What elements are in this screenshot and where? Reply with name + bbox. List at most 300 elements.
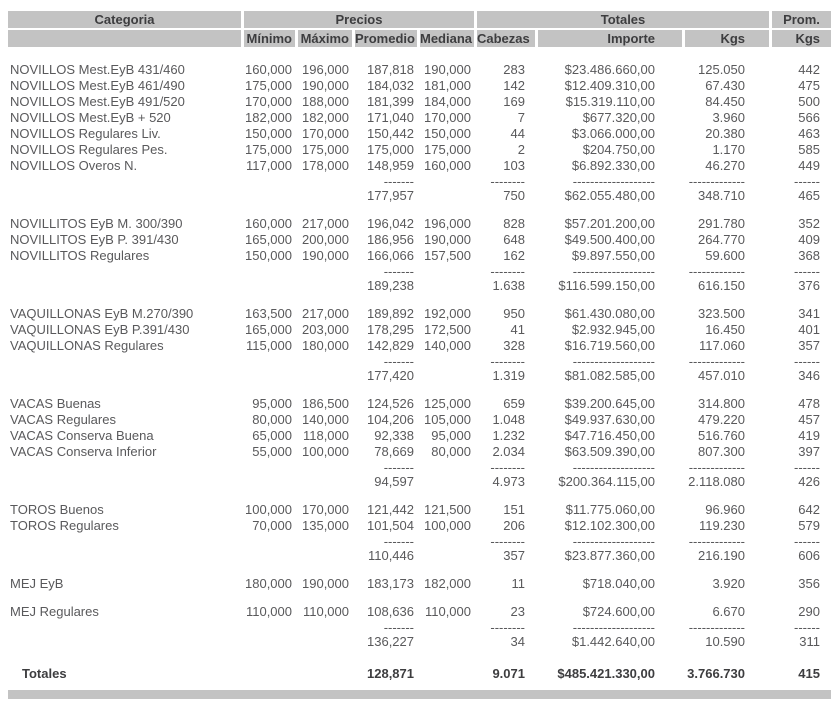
table-row	[8, 322, 831, 338]
subtotal-row	[8, 634, 831, 650]
cabezas-cell: 162	[503, 248, 525, 263]
maximo-cell: 175,000	[302, 142, 349, 157]
minimo-cell: 110,000	[245, 604, 292, 619]
importe-cell: $49.937.630,00	[564, 412, 655, 427]
maximo-cell: 217,000	[302, 216, 349, 231]
maximo-cell: 200,000	[302, 232, 349, 247]
table-row	[8, 78, 831, 94]
promedio-cell: 186,956	[367, 232, 414, 247]
maximo-cell	[295, 368, 352, 384]
mediana-cell: 184,000	[424, 94, 471, 109]
divider-empty	[8, 356, 241, 368]
minimo-cell: 182,000	[245, 110, 292, 125]
divider-dashes: ------	[794, 264, 820, 279]
kgs-cell: 125.050	[698, 62, 745, 77]
category-block	[8, 502, 831, 564]
divider-dashes: -------------------	[572, 460, 655, 475]
importe-cell: $724.600,00	[582, 604, 655, 619]
divider-empty	[295, 622, 352, 634]
importe-cell: $485.421.330,00	[557, 666, 655, 681]
maximo-cell	[295, 474, 352, 490]
divider-empty	[417, 176, 474, 188]
divider-dashes: -------	[383, 534, 414, 549]
divider-dashes: ------	[794, 354, 820, 369]
importe-cell: $11.775.060,00	[565, 502, 655, 517]
minimo-cell: 70,000	[252, 518, 292, 533]
cabezas-cell: 7	[517, 110, 525, 125]
subtotal-divider-row	[8, 622, 831, 634]
prom-kgs-cell: 401	[798, 322, 820, 337]
divider-dashes: ------	[794, 460, 820, 475]
maximo-cell: 190,000	[302, 248, 349, 263]
cabezas-cell: 103	[503, 158, 525, 173]
importe-cell: $116.599.150,00	[558, 278, 655, 293]
mediana-cell: 110,000	[424, 604, 471, 619]
category-cell: NOVILLOS Mest.EyB 431/460	[10, 62, 185, 77]
prom-kgs-cell: 376	[798, 278, 820, 293]
importe-cell: $1.442.640,00	[571, 634, 655, 649]
table-row	[8, 518, 831, 534]
mediana-cell: 121,500	[424, 502, 471, 517]
mediana-cell: 172,500	[424, 322, 471, 337]
cabezas-cell: 34	[510, 634, 525, 649]
mediana-cell: 160,000	[424, 158, 471, 173]
importe-cell: $81.082.585,00	[564, 368, 655, 383]
maximo-cell: 135,000	[302, 518, 349, 533]
mediana-cell	[417, 666, 474, 682]
prom-kgs-cell: 397	[798, 444, 820, 459]
maximo-cell: 190,000	[302, 576, 349, 591]
divider-dashes: --------	[490, 460, 525, 475]
cabezas-cell: 206	[503, 518, 525, 533]
kgs-cell: 457.010	[698, 368, 745, 383]
kgs-cell: 119.230	[698, 518, 745, 533]
minimo-cell	[241, 666, 295, 682]
minimo-cell: 163,500	[245, 306, 292, 321]
header-maximo: Máximo	[295, 30, 352, 47]
table-row	[8, 216, 831, 232]
kgs-cell: 3.960	[712, 110, 745, 125]
category-block	[8, 306, 831, 384]
divider-dashes: --------	[490, 534, 525, 549]
mediana-cell: 175,000	[424, 142, 471, 157]
prom-kgs-cell: 457	[798, 412, 820, 427]
divider-empty	[417, 536, 474, 548]
header-mediana: Mediana	[417, 30, 474, 47]
importe-cell: $47.716.450,00	[564, 428, 655, 443]
table-row	[8, 604, 831, 620]
mediana-cell: 181,000	[424, 78, 471, 93]
prom-kgs-cell: 566	[798, 110, 820, 125]
divider-empty	[241, 176, 295, 188]
minimo-cell	[241, 548, 295, 564]
prom-kgs-cell: 409	[798, 232, 820, 247]
importe-cell: $16.719.560,00	[564, 338, 655, 353]
subtotal-row	[8, 188, 831, 204]
cabezas-cell: 41	[510, 322, 525, 337]
subtotal-row	[8, 474, 831, 490]
promedio-cell: 181,399	[367, 94, 414, 109]
divider-empty	[417, 462, 474, 474]
mediana-cell: 196,000	[424, 216, 471, 231]
promedio-cell: 78,669	[374, 444, 414, 459]
prom-kgs-cell: 642	[798, 502, 820, 517]
header-row-columns	[8, 30, 831, 47]
kgs-cell: 3.766.730	[687, 666, 745, 681]
category-cell: NOVILLITOS EyB M. 300/390	[10, 216, 183, 231]
cabezas-cell: 357	[503, 548, 525, 563]
divider-dashes: -------------------	[572, 354, 655, 369]
category-cell: VACAS Buenas	[10, 396, 101, 411]
divider-dashes: --------	[490, 174, 525, 189]
maximo-cell	[295, 278, 352, 294]
category-cell: NOVILLITOS Regulares	[10, 248, 150, 263]
kgs-cell: 3.920	[712, 576, 745, 591]
importe-cell: $63.509.390,00	[564, 444, 655, 459]
prom-kgs-cell: 311	[799, 634, 820, 649]
importe-cell: $49.500.400,00	[564, 232, 655, 247]
category-cell: VAQUILLONAS Regulares	[10, 338, 164, 353]
divider-dashes: --------	[490, 264, 525, 279]
prom-kgs-cell: 415	[798, 666, 820, 681]
category-cell	[8, 188, 241, 204]
promedio-cell: 187,818	[367, 62, 414, 77]
category-block	[8, 396, 831, 490]
divider-dashes: -------	[383, 174, 414, 189]
table-row	[8, 126, 831, 142]
promedio-cell: 108,636	[367, 604, 414, 619]
divider-empty	[295, 356, 352, 368]
importe-cell: $61.430.080,00	[564, 306, 655, 321]
subtotal-divider-row	[8, 266, 831, 278]
prom-kgs-cell: 341	[798, 306, 820, 321]
prom-kgs-cell: 478	[798, 396, 820, 411]
category-cell	[8, 278, 241, 294]
table-row	[8, 502, 831, 518]
mediana-cell: 150,000	[424, 126, 471, 141]
kgs-cell: 117.060	[698, 338, 745, 353]
promedio-cell: 121,442	[367, 502, 414, 517]
minimo-cell: 150,000	[245, 126, 292, 141]
kgs-cell: 264.770	[698, 232, 745, 247]
mediana-cell: 182,000	[424, 576, 471, 591]
promedio-cell: 175,000	[367, 142, 414, 157]
subtotal-row	[8, 278, 831, 294]
minimo-cell: 170,000	[245, 94, 292, 109]
minimo-cell: 175,000	[245, 142, 292, 157]
table-row	[8, 232, 831, 248]
promedio-cell: 171,040	[367, 110, 414, 125]
maximo-cell: 186,500	[302, 396, 349, 411]
category-cell: VAQUILLONAS EyB P.391/430	[10, 322, 190, 337]
table-row	[8, 412, 831, 428]
divider-empty	[417, 266, 474, 278]
minimo-cell: 165,000	[245, 232, 292, 247]
importe-cell: $39.200.645,00	[564, 396, 655, 411]
table-row	[8, 62, 831, 78]
subtotal-row	[8, 368, 831, 384]
maximo-cell: 182,000	[302, 110, 349, 125]
maximo-cell: 140,000	[302, 412, 349, 427]
header-prom: Prom.	[769, 11, 831, 28]
divider-dashes: ------	[794, 534, 820, 549]
prom-kgs-cell: 356	[798, 576, 820, 591]
prom-kgs-cell: 500	[798, 94, 820, 109]
category-cell: NOVILLOS Mest.EyB 491/520	[10, 94, 185, 109]
cabezas-cell: 828	[503, 216, 525, 231]
kgs-cell: 6.670	[712, 604, 745, 619]
importe-cell: $57.201.200,00	[564, 216, 655, 231]
header-kgs: Kgs	[682, 30, 769, 47]
subtotal-divider-row	[8, 462, 831, 474]
minimo-cell: 160,000	[245, 216, 292, 231]
divider-empty	[241, 356, 295, 368]
importe-cell: $3.066.000,00	[571, 126, 655, 141]
importe-cell: $23.877.360,00	[564, 548, 655, 563]
prom-kgs-cell: 475	[798, 78, 820, 93]
maximo-cell	[295, 548, 352, 564]
promedio-cell: 196,042	[367, 216, 414, 231]
category-cell	[8, 474, 241, 490]
prom-kgs-cell: 419	[798, 428, 820, 443]
promedio-cell: 148,959	[367, 158, 414, 173]
mediana-cell	[417, 634, 474, 650]
category-cell: VAQUILLONAS EyB M.270/390	[10, 306, 194, 321]
kgs-cell: 516.760	[698, 428, 745, 443]
kgs-cell: 96.960	[705, 502, 745, 517]
kgs-cell: 16.450	[705, 322, 745, 337]
livestock-price-table	[8, 11, 831, 682]
category-cell: NOVILLOS Regulares Liv.	[10, 126, 161, 141]
maximo-cell: 170,000	[302, 502, 349, 517]
category-cell: TOROS Buenos	[10, 502, 104, 517]
kgs-cell: 46.270	[705, 158, 745, 173]
subtotal-row	[8, 548, 831, 564]
table-row	[8, 444, 831, 460]
divider-empty	[241, 266, 295, 278]
kgs-cell: 2.118.080	[688, 474, 745, 489]
header-categoria: Categoria	[8, 11, 241, 28]
mediana-cell	[417, 188, 474, 204]
divider-empty	[295, 266, 352, 278]
table-row	[8, 396, 831, 412]
importe-cell: $200.364.115,00	[558, 474, 655, 489]
promedio-cell: 177,420	[367, 368, 414, 383]
table-row	[8, 338, 831, 354]
divider-dashes: --------	[490, 620, 525, 635]
table-row	[8, 94, 831, 110]
minimo-cell: 180,000	[245, 576, 292, 591]
header-importe: Importe	[535, 30, 682, 47]
importe-cell: $15.319.110,00	[565, 94, 655, 109]
cabezas-cell: 750	[503, 188, 525, 203]
maximo-cell: 178,000	[302, 158, 349, 173]
divider-dashes: -------	[383, 354, 414, 369]
divider-dashes: -------------	[688, 620, 745, 635]
maximo-cell: 217,000	[302, 306, 349, 321]
promedio-cell: 189,892	[367, 306, 414, 321]
prom-kgs-cell: 352	[798, 216, 820, 231]
cabezas-cell: 1.232	[492, 428, 525, 443]
table-row	[8, 576, 831, 592]
mediana-cell: 190,000	[424, 62, 471, 77]
maximo-cell	[295, 634, 352, 650]
category-cell: NOVILLOS Mest.EyB 461/490	[10, 78, 185, 93]
prom-kgs-cell: 290	[798, 604, 820, 619]
minimo-cell: 55,000	[252, 444, 292, 459]
divider-empty	[8, 176, 241, 188]
cabezas-cell: 169	[503, 94, 525, 109]
category-cell: VACAS Regulares	[10, 412, 116, 427]
prom-kgs-cell: 357	[798, 338, 820, 353]
table-row	[8, 306, 831, 322]
importe-cell: $23.486.660,00	[564, 62, 655, 77]
cabezas-cell: 11	[511, 576, 525, 591]
header-minimo: Mínimo	[241, 30, 295, 47]
cabezas-cell: 23	[510, 604, 525, 619]
divider-empty	[8, 266, 241, 278]
minimo-cell: 175,000	[245, 78, 292, 93]
promedio-cell: 184,032	[367, 78, 414, 93]
maximo-cell	[295, 188, 352, 204]
maximo-cell	[295, 666, 352, 682]
divider-dashes: -------	[383, 460, 414, 475]
kgs-cell: 1.170	[712, 142, 745, 157]
mediana-cell	[417, 368, 474, 384]
divider-empty	[241, 462, 295, 474]
mediana-cell: 95,000	[431, 428, 471, 443]
divider-dashes: -------------	[688, 460, 745, 475]
prom-kgs-cell: 585	[798, 142, 820, 157]
divider-empty	[295, 176, 352, 188]
maximo-cell: 188,000	[302, 94, 349, 109]
prom-kgs-cell: 606	[798, 548, 820, 563]
category-cell: VACAS Conserva Buena	[10, 428, 154, 443]
category-cell	[8, 634, 241, 650]
kgs-cell: 216.190	[698, 548, 745, 563]
importe-cell: $204.750,00	[582, 142, 655, 157]
kgs-cell: 323.500	[698, 306, 745, 321]
header-promedio: Promedio	[352, 30, 417, 47]
category-cell	[8, 368, 241, 384]
maximo-cell: 170,000	[302, 126, 349, 141]
divider-empty	[241, 536, 295, 548]
promedio-cell: 177,957	[367, 188, 414, 203]
category-cell: TOROS Regulares	[10, 518, 119, 533]
table-row	[8, 142, 831, 158]
kgs-cell: 348.710	[698, 188, 745, 203]
promedio-cell: 178,295	[367, 322, 414, 337]
totals-row	[8, 666, 831, 682]
importe-cell: $9.897.550,00	[571, 248, 655, 263]
category-cell: NOVILLOS Regulares Pes.	[10, 142, 168, 157]
minimo-cell: 65,000	[252, 428, 292, 443]
divider-dashes: -------------	[688, 354, 745, 369]
category-block	[8, 216, 831, 294]
header-cabezas: Cabezas	[474, 30, 535, 47]
minimo-cell	[241, 368, 295, 384]
category-cell: VACAS Conserva Inferior	[10, 444, 157, 459]
minimo-cell	[241, 474, 295, 490]
cabezas-cell: 2.034	[492, 444, 525, 459]
minimo-cell: 160,000	[245, 62, 292, 77]
prom-kgs-cell: 465	[798, 188, 820, 203]
maximo-cell: 180,000	[302, 338, 349, 353]
divider-empty	[417, 622, 474, 634]
prom-kgs-cell: 579	[798, 518, 820, 533]
category-cell: MEJ Regulares	[10, 604, 99, 619]
prom-kgs-cell: 463	[798, 126, 820, 141]
cabezas-cell: 4.973	[492, 474, 525, 489]
cabezas-cell: 283	[503, 62, 525, 77]
kgs-cell: 10.590	[705, 634, 745, 649]
mediana-cell	[417, 474, 474, 490]
divider-dashes: -------------	[688, 174, 745, 189]
cabezas-cell: 9.071	[492, 666, 525, 681]
category-cell: MEJ EyB	[10, 576, 64, 591]
kgs-cell: 59.600	[705, 248, 745, 263]
table-row	[8, 248, 831, 264]
maximo-cell: 100,000	[302, 444, 349, 459]
cabezas-cell: 2	[517, 142, 525, 157]
divider-empty	[417, 356, 474, 368]
promedio-cell: 166,066	[367, 248, 414, 263]
divider-empty	[8, 622, 241, 634]
maximo-cell: 110,000	[302, 604, 349, 619]
importe-cell: $718.040,00	[582, 576, 655, 591]
divider-dashes: ------	[794, 174, 820, 189]
divider-dashes: -------------------	[572, 174, 655, 189]
header-prom-kgs: Kgs	[769, 30, 831, 47]
divider-dashes: --------	[490, 354, 525, 369]
cabezas-cell: 659	[503, 396, 525, 411]
kgs-cell: 479.220	[698, 412, 745, 427]
header-categoria-empty	[8, 30, 241, 47]
cabezas-cell: 648	[503, 232, 525, 247]
cabezas-cell: 1.319	[492, 368, 525, 383]
cabezas-cell: 950	[503, 306, 525, 321]
promedio-cell: 136,227	[367, 634, 414, 649]
prom-kgs-cell: 442	[798, 62, 820, 77]
subtotal-divider-row	[8, 536, 831, 548]
importe-cell: $12.102.300,00	[564, 518, 655, 533]
promedio-cell: 189,238	[367, 278, 414, 293]
maximo-cell: 196,000	[302, 62, 349, 77]
divider-empty	[8, 462, 241, 474]
minimo-cell: 95,000	[252, 396, 292, 411]
promedio-cell: 94,597	[374, 474, 414, 489]
minimo-cell: 150,000	[245, 248, 292, 263]
minimo-cell: 165,000	[245, 322, 292, 337]
category-cell: Totales	[22, 666, 67, 681]
category-cell: NOVILLOS Mest.EyB + 520	[10, 110, 171, 125]
promedio-cell: 101,504	[367, 518, 414, 533]
subtotal-divider-row	[8, 176, 831, 188]
minimo-cell: 117,000	[245, 158, 292, 173]
divider-empty	[8, 536, 241, 548]
kgs-cell: 616.150	[698, 278, 745, 293]
promedio-cell: 128,871	[367, 666, 414, 681]
maximo-cell: 203,000	[302, 322, 349, 337]
mediana-cell: 105,000	[424, 412, 471, 427]
divider-dashes: -------------------	[572, 534, 655, 549]
cabezas-cell: 142	[503, 78, 525, 93]
minimo-cell	[241, 634, 295, 650]
subtotal-divider-row	[8, 356, 831, 368]
header-precios: Precios	[241, 11, 474, 28]
promedio-cell: 183,173	[367, 576, 414, 591]
prom-kgs-cell: 449	[798, 158, 820, 173]
